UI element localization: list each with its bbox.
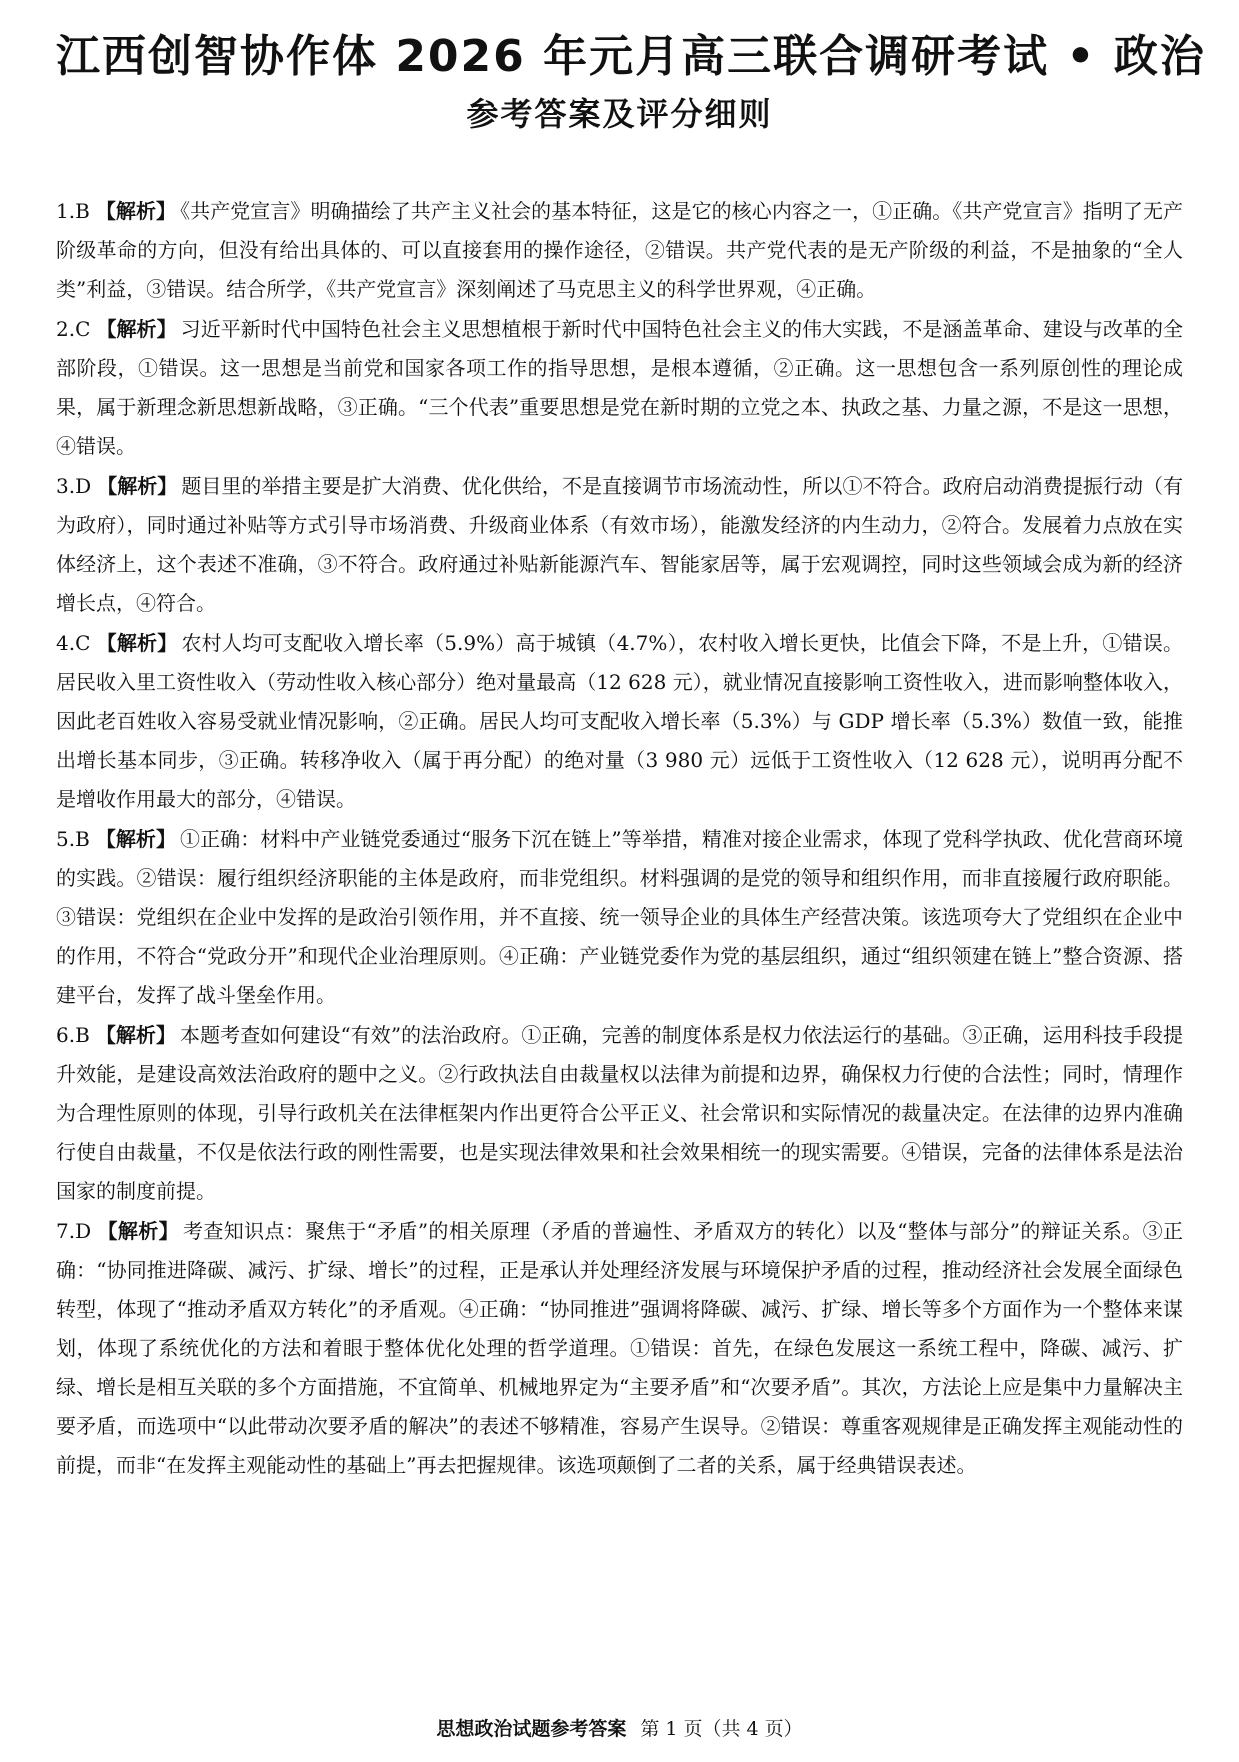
answer-item-1 — [56, 192, 1183, 309]
page-subtitle: 参考答案及评分细则 — [466, 95, 773, 133]
answer-number: 1.B — [56, 199, 90, 223]
answer-text: 本题考查如何建设“有效”的法治政府。①正确，完善的制度体系是权力依法运行的基础。③正确，运用科技手段提升效能，是建设高效法治政府的题中之义。②行政执法自由裁量权以法律为前提和边界，确保权力行使的合法性；同时，情理作为合理性原则的体现，引导行政机关在法律框架内作出更符合公平正义、社会常识和实际情况的裁量决定。在法律的边界内准确行使自由裁量，不仅是依法行政的刚性需要，也是实现法律效果和社会效果相统一的现实需要。④错误，完备的法律体系是法治国家的制度前提。 — [56, 1023, 1184, 1203]
answer-item-7 — [56, 1212, 1183, 1485]
page-footer — [0, 1716, 1239, 1742]
answer-item-3 — [56, 467, 1183, 623]
footer-doc-name: 思想政治试题参考答案 — [436, 1718, 627, 1740]
answer-text: 考查知识点：聚焦于“矛盾”的相关原理（矛盾的普遍性、矛盾双方的转化）以及“整体与部分”的辩证关系。③正确：“协同推进降碳、减污、扩绿、增长”的过程，正是承认并处理经济发展与环境保护矛盾的过程，推动经济社会发展全面绿色转型，体现了“推动矛盾双方转化”的矛盾观。④正确：“协同推进”强调将降碳、减污、扩绿、增长等多个方面作为一个整体来谋划，体现了系统优化的方法和着眼于整体优化处理的哲学道理。①错误：首先，在绿色发展这一系统工程中，降碳、减污、扩绿、增长是相互关联的多个方面措施，不宜简单、机械地界定为“主要矛盾”和“次要矛盾”。其次，方法论上应是集中力量解决主要矛盾，而选项中“以此带动次要矛盾的解决”的表述不够精准，容易产生误导。②错误：尊重客观规律是正确发挥主观能动性的前提，而非“在发挥主观能动性的基础上”再去把握规律。该选项颠倒了二者的关系，属于经典错误表述。 — [56, 1219, 1183, 1477]
answer-text: 习近平新时代中国特色社会主义思想植根于新时代中国特色社会主义的伟大实践，不是涵盖革命、建设与改革的全部阶段，①错误。这一思想是当前党和国家各项工作的指导思想，是根本遵循，②正确。这一思想包含一系列原创性的理论成果，属于新理念新思想新战略，③正确。“三个代表”重要思想是党在新时期的立党之本、执政之基、力量之源，不是这一思想，④错误。 — [56, 317, 1184, 458]
answer-item-4 — [56, 624, 1183, 819]
answer-number: 3.D — [56, 474, 92, 498]
answer-item-2 — [56, 310, 1183, 466]
answer-list — [56, 192, 1183, 1485]
page-title: 江西创智协作体 2026 年元月高三联合调研考试 • 政治 — [56, 31, 1206, 82]
answer-item-5 — [56, 820, 1183, 1015]
answer-number: 6.B — [56, 1023, 90, 1047]
answer-text: 题目里的举措主要是扩大消费、优化供给，不是直接调节市场流动性，所以①不符合。政府启动消费提振行动（有为政府），同时通过补贴等方式引导市场消费、升级商业体系（有效市场），能激发经济的内生动力，②符合。发展着力点放在实体经济上，这个表述不准确，③不符合。政府通过补贴新能源汽车、智能家居等，属于宏观调控，同时这些领域会成为新的经济增长点，④符合。 — [56, 474, 1184, 615]
answer-text: ①正确：材料中产业链党委通过“服务下沉在链上”等举措，精准对接企业需求，体现了党科学执政、优化营商环境的实践。②错误：履行组织经济职能的主体是政府，而非党组织。材料强调的是党的领导和组织作用，而非直接履行政府职能。③错误：党组织在企业中发挥的是政治引领作用，并不直接、统一领导企业的具体生产经营决策。该选项夸大了党组织在企业中的作用，不符合“党政分开”和现代企业治理原则。④正确：产业链党委作为党的基层组织，通过“组织领建在链上”整合资源、搭建平台，发挥了战斗堡垒作用。 — [56, 827, 1184, 1007]
answer-item-6 — [56, 1016, 1183, 1211]
analysis-tag: 【解析】 — [95, 1023, 177, 1047]
answer-number: 2.C — [56, 317, 91, 341]
answer-text: 农村人均可支配收入增长率（5.9%）高于城镇（4.7%），农村收入增长更快，比值会下降，不是上升，①错误。居民收入里工资性收入（劳动性收入核心部分）绝对量最高（12 628 元），就业情况直接影响工资性收入，进而影响整体收入，因此老百姓收入容易受就业情况影响，②正确。居民人均可支配收入增长率（5.3%）与 GDP 增长率（5.3%）数值一致，能推出增长基本同步，③正确。转移净收入（属于再分配）的绝对量（3 980 元）远低于工资性收入（12 628 元），说明再分配不是增收作用最大的部分，④错误。 — [56, 631, 1183, 811]
answer-number: 7.D — [56, 1219, 92, 1243]
answer-number: 5.B — [56, 827, 90, 851]
analysis-tag: 【解析】 — [95, 199, 177, 223]
analysis-tag: 【解析】 — [97, 474, 178, 498]
analysis-tag: 【解析】 — [96, 317, 177, 341]
analysis-tag: 【解析】 — [97, 1219, 180, 1243]
answer-text: 《共产党宣言》明确描绘了共产主义社会的基本特征，这是它的核心内容之一，①正确。《共产党宣言》指明了无产阶级革命的方向，但没有给出具体的、可以直接套用的操作途径，②错误。共产党代表的是无产阶级的利益，不是抽象的“全人类”利益，③错误。结合所学，《共产党宣言》深刻阐述了马克思主义的科学世界观，④正确。 — [56, 199, 1184, 301]
footer-page-number: 第 1 页（共 4 页） — [640, 1718, 803, 1740]
analysis-tag: 【解析】 — [96, 631, 178, 655]
analysis-tag: 【解析】 — [95, 827, 177, 851]
answer-number: 4.C — [56, 631, 91, 655]
